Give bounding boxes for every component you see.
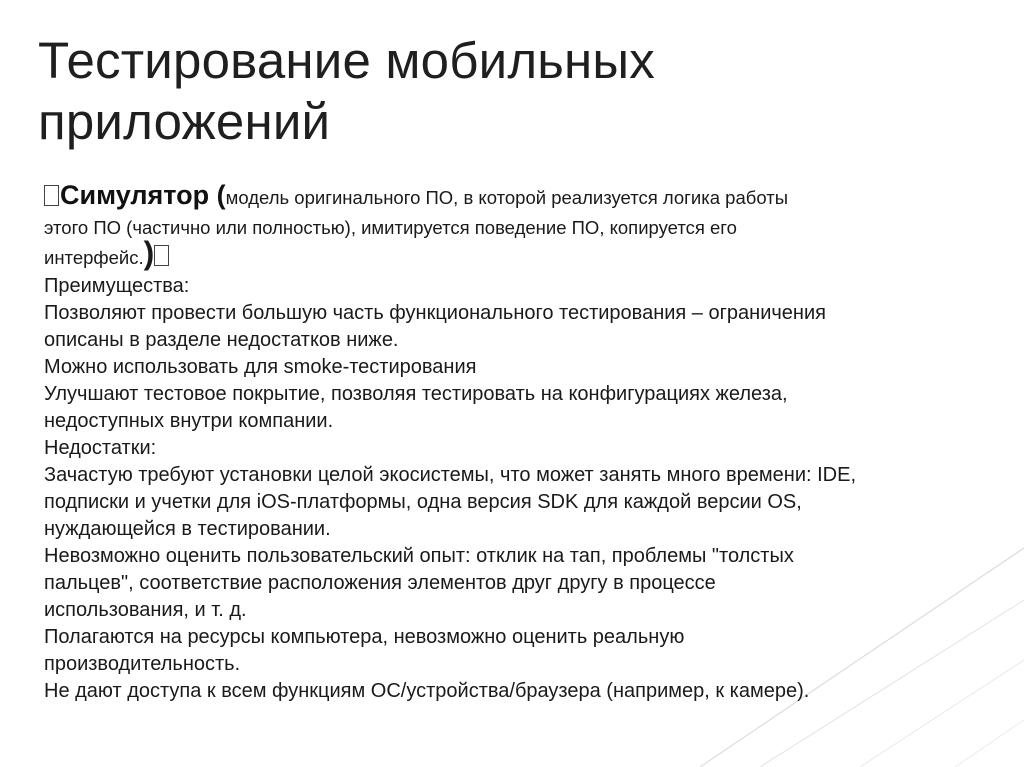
body-line: Недостатки: [44,437,157,459]
simulator-heading: Симулятор ( [60,180,226,210]
simulator-definition-3: интерфейс. [44,247,144,268]
body-line: Можно использовать для smoke-тестирования [44,356,477,378]
body-line: описаны в разделе недостатков ниже. [44,329,399,351]
body-line: Позволяют провести большую часть функционального тестирования – ограничения [44,302,826,324]
simulator-definition-2: этого ПО (частично или полностью), имитируется поведение ПО, копируется его [44,217,737,238]
body-line: пальцев", соответствие расположения элементов друг другу в процессе [44,572,716,594]
slide-body [44,180,1004,705]
title-line-1: Тестирование мобильных [38,32,655,89]
body-line: Полагаются на ресурсы компьютера, невозможно оценить реальную [44,626,685,648]
simulator-definition-1: модель оригинального ПО, в которой реализуется логика работы [225,187,789,208]
body-line: Зачастую требуют установки целой экосистемы, что может занять много времени: IDE, [44,464,857,486]
bullet-box-icon [154,245,169,266]
body-line: производительность. [44,653,241,675]
body-line: недоступных внутри компании. [44,410,334,432]
simulator-definition-line-3 [44,235,1004,273]
bullet-box-icon [44,185,59,206]
simulator-definition-line-2 [44,213,1004,243]
body-line: Невозможно оценить пользовательский опыт: отклик на тап, проблемы "толстых [44,545,794,567]
body-line: Не дают доступа к всем функциям ОС/устройства/браузера (например, к камере). [44,680,810,702]
body-line: Преимущества: [44,275,190,297]
body-line: Улучшают тестовое покрытие, позволяя тестировать на конфигурациях железа, [44,383,788,405]
body-line: подписки и учетки для iOS-платформы, одна версия SDK для каждой версии OS, [44,491,802,513]
body-line: нуждающейся в тестировании. [44,518,331,540]
simulator-definition-line-1 [44,180,1004,213]
title-line-2: приложений [38,93,331,150]
body-line: использования, и т. д. [44,599,247,621]
simulator-closing-paren: ) [143,235,155,271]
slide-title [38,30,978,152]
